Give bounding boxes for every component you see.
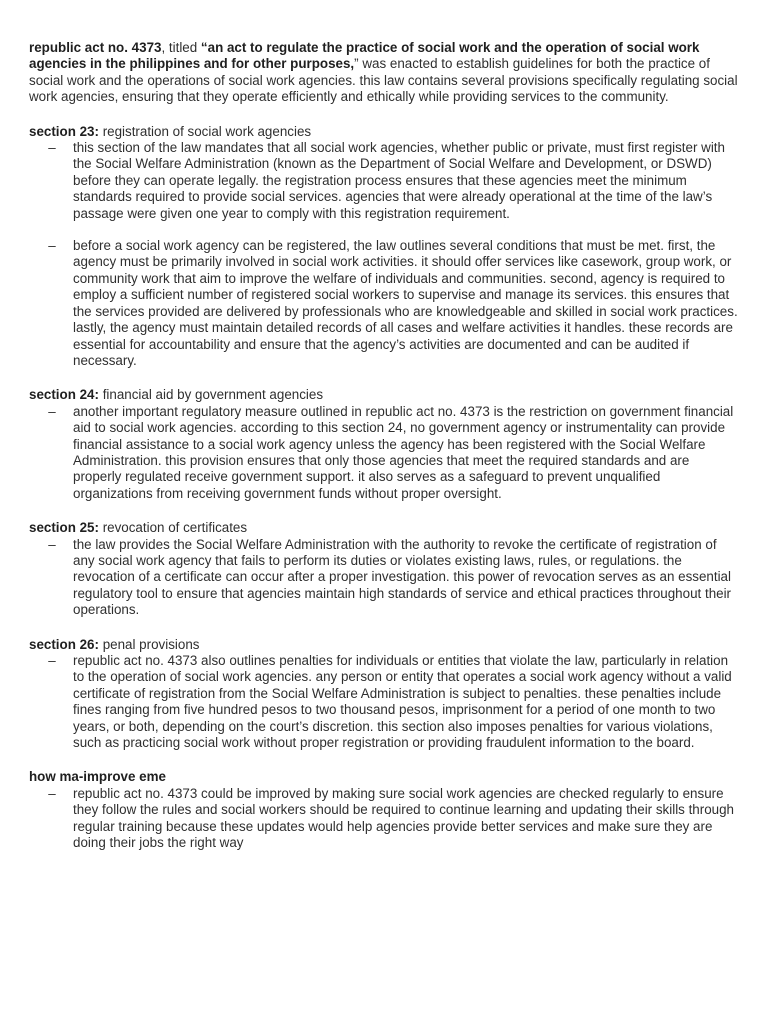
list-item [29, 786, 740, 852]
list-item [29, 404, 740, 502]
section-item-list [29, 786, 740, 852]
section-label: how ma-improve eme [29, 769, 166, 785]
intro-paragraph [29, 40, 740, 106]
intro-titled: , titled [161, 40, 201, 55]
dash-bullet-icon: – [48, 536, 56, 552]
dash-bullet-icon: – [48, 238, 56, 254]
section-block [29, 520, 740, 618]
section-label: section 26: [29, 636, 99, 652]
dash-bullet-icon: – [48, 785, 56, 801]
section-item-list [29, 653, 740, 751]
list-item-text: this section of the law mandates that all social work agencies, whether public or private, must first register with the Social Welfare Administration (known as the Department of Social Welfare and Development, or DSWD) before they can operate legally. the registration process ensures that these agencies meet the minimum standards required to provide social services. agencies that were already operational at the time of the law’s passage were given one year to comply with this registration requirement. [73, 140, 725, 221]
section-heading [29, 520, 740, 536]
section-heading [29, 387, 740, 403]
section-label: section 24: [29, 387, 99, 403]
list-item [29, 140, 740, 222]
act-title: “an act to regulate the practice of social work and the operation of social work agencies in the philippines and for other purposes, [29, 40, 700, 72]
section-item-list [29, 537, 740, 619]
list-item [29, 653, 740, 751]
dash-bullet-icon: – [48, 403, 56, 419]
section-heading [29, 769, 740, 785]
dash-bullet-icon: – [48, 653, 56, 668]
sections-container [29, 124, 740, 852]
section-title: penal provisions [98, 636, 200, 652]
list-item-text: before a social work agency can be registered, the law outlines several conditions that must be met. first, the agency must be primarily involved in social work activities. it should offer services like casework, group work, or community work that aim to improve the welfare of individuals and communities. second, agency is required to employ a sufficient number of registered social workers to supervise and manage its services. this ensures that the services provided are delivered by professionals who are knowledgeable and skilled in social work practices. lastly, the agency must maintain detailed records of all cases and welfare activities it handles. these records are essential for accountability and ensure that the agency’s activities are documented and can be audited if necessary. [73, 238, 738, 368]
section-block [29, 637, 740, 752]
section-item-list [29, 404, 740, 502]
list-item-text: another important regulatory measure outlined in republic act no. 4373 is the restriction on government financial aid to social work agencies. according to this section 24, no government agency or instrumentality can provide financial assistance to a social work agency unless the agency has been registered with the Social Welfare Administration. this provision ensures that only those agencies that meet the required standards and are properly regulated receive government support. it also serves as a safeguard to prevent unqualified organizations from receiving government funds without proper oversight. [73, 403, 734, 501]
section-title: financial aid by government agencies [98, 387, 324, 403]
section-item-list [29, 140, 740, 369]
section-block [29, 387, 740, 502]
dash-bullet-icon: – [48, 140, 56, 156]
section-heading [29, 124, 740, 140]
list-item-text: republic act no. 4373 could be improved by making sure social work agencies are checked regularly to ensure they follow the rules and social workers should be required to continue learning and updating their skills through regular training because these updates would help agencies provide better services and make sure they are doing their jobs the right way [73, 785, 734, 851]
section-block [29, 769, 740, 851]
list-item-text: the law provides the Social Welfare Administration with the authority to revoke the certificate of registration of any social work agency that fails to perform its duties or violates existing laws, rules, or regulations. the revocation of a certificate can occur after a proper investigation. this power of revocation serves as an essential regulatory tool to ensure that agencies maintain high standards of service and ethical practices throughout their operations. [73, 536, 732, 618]
list-item [29, 238, 740, 369]
section-block [29, 124, 740, 370]
list-item [29, 537, 740, 619]
section-heading [29, 637, 740, 653]
section-label: section 23: [29, 123, 99, 139]
act-name: republic act no. 4373 [29, 40, 162, 55]
intro-rest: ” was enacted to establish guidelines for both the practice of social work and the operations of social work agencies. this law contains several provisions specifically regulating social work agencies, ensuring that they operate efficiently and ethically while providing services to the community. [29, 56, 738, 105]
section-title: revocation of certificates [98, 520, 248, 536]
section-title: registration of social work agencies [98, 123, 312, 139]
list-item-text: republic act no. 4373 also outlines penalties for individuals or entities that violate the law, particularly in relation to the operation of social work agencies. any person or entity that operates a social work agency without a valid certificate of registration from the Social Welfare Administration is subject to penalties. these penalties include fines ranging from five hundred pesos to two thousand pesos, imprisonment for a period of one month to two years, or both, depending on the court’s discretion. this section also imposes penalties for various violations, such as practicing social work without proper registration or providing fraudulent information to the board. [73, 653, 732, 751]
section-label: section 25: [29, 520, 99, 536]
